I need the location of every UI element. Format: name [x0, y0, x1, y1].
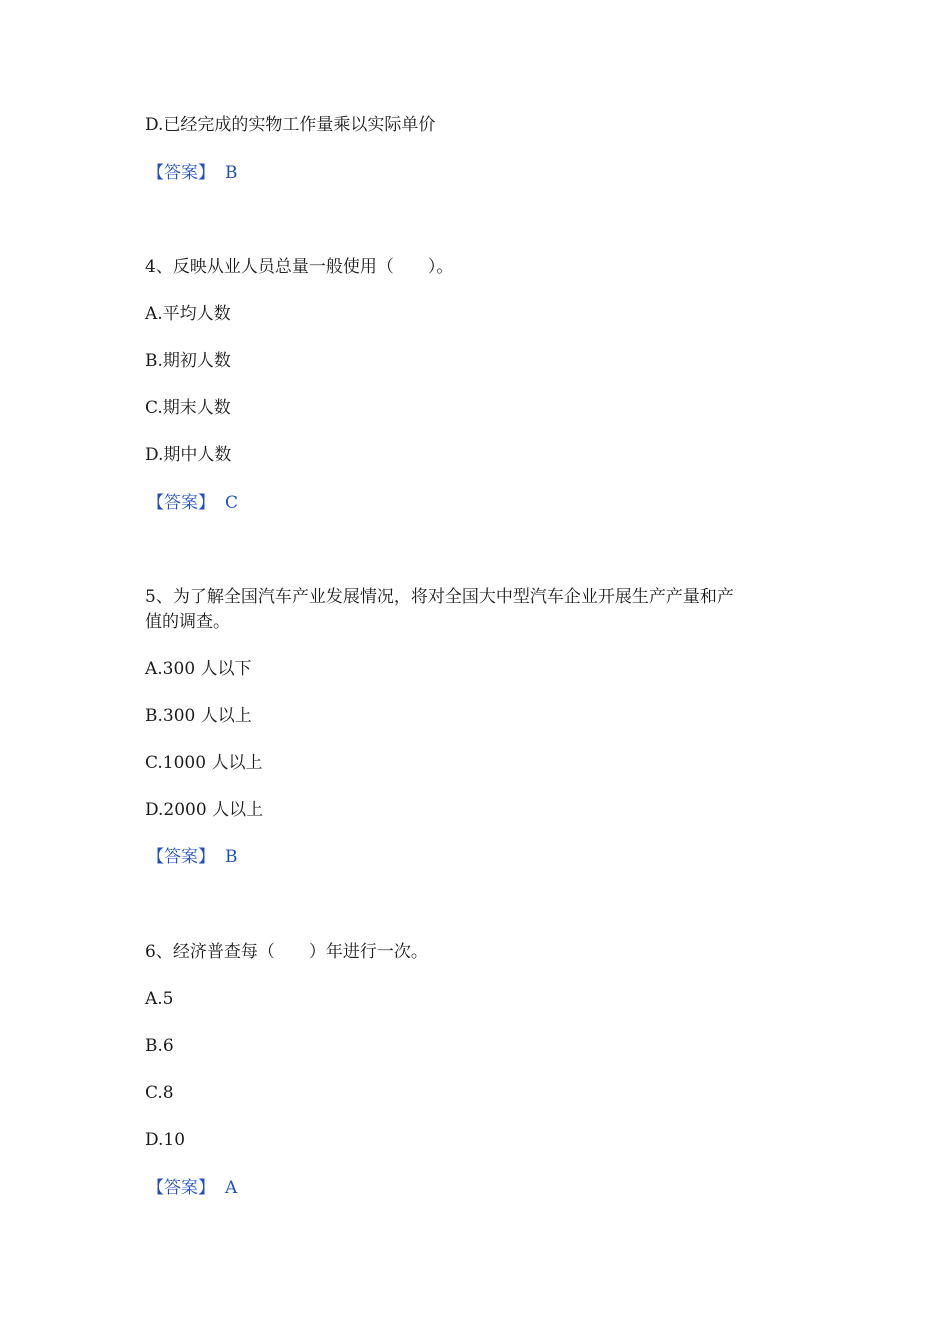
q5-answer-value: B [225, 847, 238, 867]
q6-option-b: B.6 [145, 1036, 174, 1056]
q6-answer-value: A [225, 1178, 238, 1198]
q3-answer-value: B [225, 163, 238, 183]
q5-stem-line1: 5、为了解全国汽车产业发展情况，将对全国大中型汽车企业开展生产产量和产 [145, 587, 734, 607]
q5-option-b: B.300 人以上 [145, 706, 252, 726]
q5-option-d: D.2000 人以上 [145, 800, 264, 820]
q4-answer [147, 491, 238, 515]
q4-answer-label: 【答案】 [147, 493, 215, 513]
q6-answer [147, 1176, 237, 1200]
q5-answer-label: 【答案】 [147, 847, 215, 867]
q5-answer [147, 845, 238, 869]
q5-option-a: A.300 人以下 [145, 659, 252, 679]
q6-answer-label: 【答案】 [147, 1178, 215, 1198]
q4-option-d: D.期中人数 [145, 445, 232, 465]
q3-answer-label: 【答案】 [147, 163, 215, 183]
q4-option-b: B.期初人数 [145, 351, 231, 371]
q4-stem: 4、反映从业人员总量一般使用（ ）。 [145, 257, 454, 277]
q6-option-d: D.10 [145, 1130, 186, 1150]
q5-stem-line2: 值的调查。 [145, 612, 230, 632]
q5-option-c: C.1000 人以上 [145, 753, 263, 773]
q4-answer-value: C [225, 493, 239, 513]
q4-option-a: A.平均人数 [145, 304, 231, 324]
q3-option-d: D.已经完成的实物工作量乘以实际单价 [145, 115, 436, 135]
q3-answer [147, 161, 238, 185]
q4-option-c: C.期末人数 [145, 398, 231, 418]
q6-stem: 6、经济普查每（ ）年进行一次。 [145, 942, 428, 962]
q6-option-c: C.8 [145, 1083, 174, 1103]
q6-option-a: A.5 [145, 989, 174, 1009]
